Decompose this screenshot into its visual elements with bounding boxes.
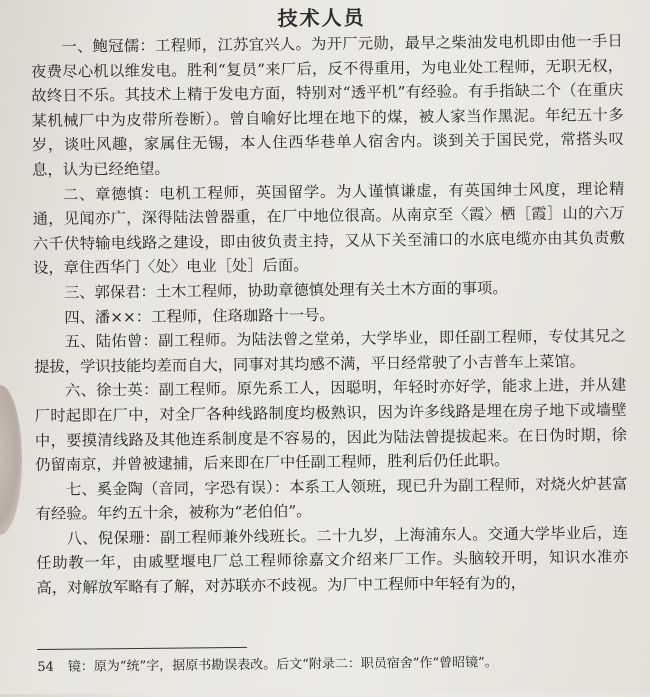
footnote [37, 653, 617, 677]
paragraph-7: 七、奚金陶（音同，字恐有误）：本系工人领班，现已升为副工程师，对烧火炉甚富有经验。年约五十余，被称为“老伯伯”。 [35, 474, 628, 524]
footnote-number: 54 [37, 659, 54, 676]
paragraph-2: 二、章德慎：电机工程师，英国留学。为人谨慎谦虚，有英国绅士风度，理论精通，见闻亦广，深得陆法曾器重，在厂中地位很高。从南京至〈霞〉栖［霞］山的六万六千伏特输电线路之建设，即由彼负责主持，又从下关至浦口的水底电缆亦由其负责敷设，章住西华门〈处〉电业［处］后面。 [32, 179, 625, 278]
footnote-text: 镜：原为“统”字，据原书勘误表改。后文“附录二：职员宿舍”作“曾昭镜”。 [67, 655, 498, 675]
paragraph-1: 一、鲍冠儒：工程师，江苏宜兴人。为开厂元勋，最早之柴油发电机即由他一手日夜费尽心机以维发电。胜利“复员”来厂后，反不得重用，为电业处工程师，无职无权，故终日不乐。其技术上精于发电方面，特别对“透平机”有经验。有手指缺二个（在重庆某机械厂中为皮带所卷断）。曾自喻好比埋在地下的煤，被人家当作黑泥。年纪五十多岁，谈吐风趣，家属住无锡，本人住西华巷单人宿舍内。谈到关于国民党，常搭头叹息，认为已经绝望。 [31, 31, 624, 180]
footnote-rule [37, 647, 247, 650]
section-title: 技术人员 [277, 5, 366, 31]
page-body [31, 29, 629, 601]
paragraph-6: 六、徐士英：副工程师。原先系工人，因聪明，年轻时亦好学，能求上进，并从建厂时起即在厂中，对全厂各种线路制度均极熟识，因为许多线路是埋在房子地下或墙壁中，要摸清线路及其他连系制度是不容易的，因此为陆法曾提拔起来。在日伪时期，徐仍留南京，并曾被逮捕，后来即在厂中任副工程师，胜利后仍任此职。 [34, 376, 628, 475]
paragraph-5: 五、陆佑曾：副工程师。为陆法曾之堂弟，大学毕业，即任副工程师，专仗其兄之提拔，学识技能均差而自大，同事对其均感不满，平日经常驶了小吉普车上菜馆。 [34, 326, 626, 376]
paragraph-8: 八、倪保珊：副工程师兼外线班长。二十九岁，上海浦东人。交通大学毕业后，连任助教一年，由戚墅堰电厂总工程师徐嘉文介绍来厂工作。头脑较开明，知识水准亦高，对解放军略有了解，对苏联亦不歧视。为厂中工程师中年轻有为的， [36, 523, 629, 598]
paragraph-3: 三、郭保君：土木工程师，协助章德慎处理有关土木方面的事项。 [63, 279, 508, 302]
paragraph-4: 四、潘××：工程师，住珞珈路十一号。 [64, 305, 335, 327]
